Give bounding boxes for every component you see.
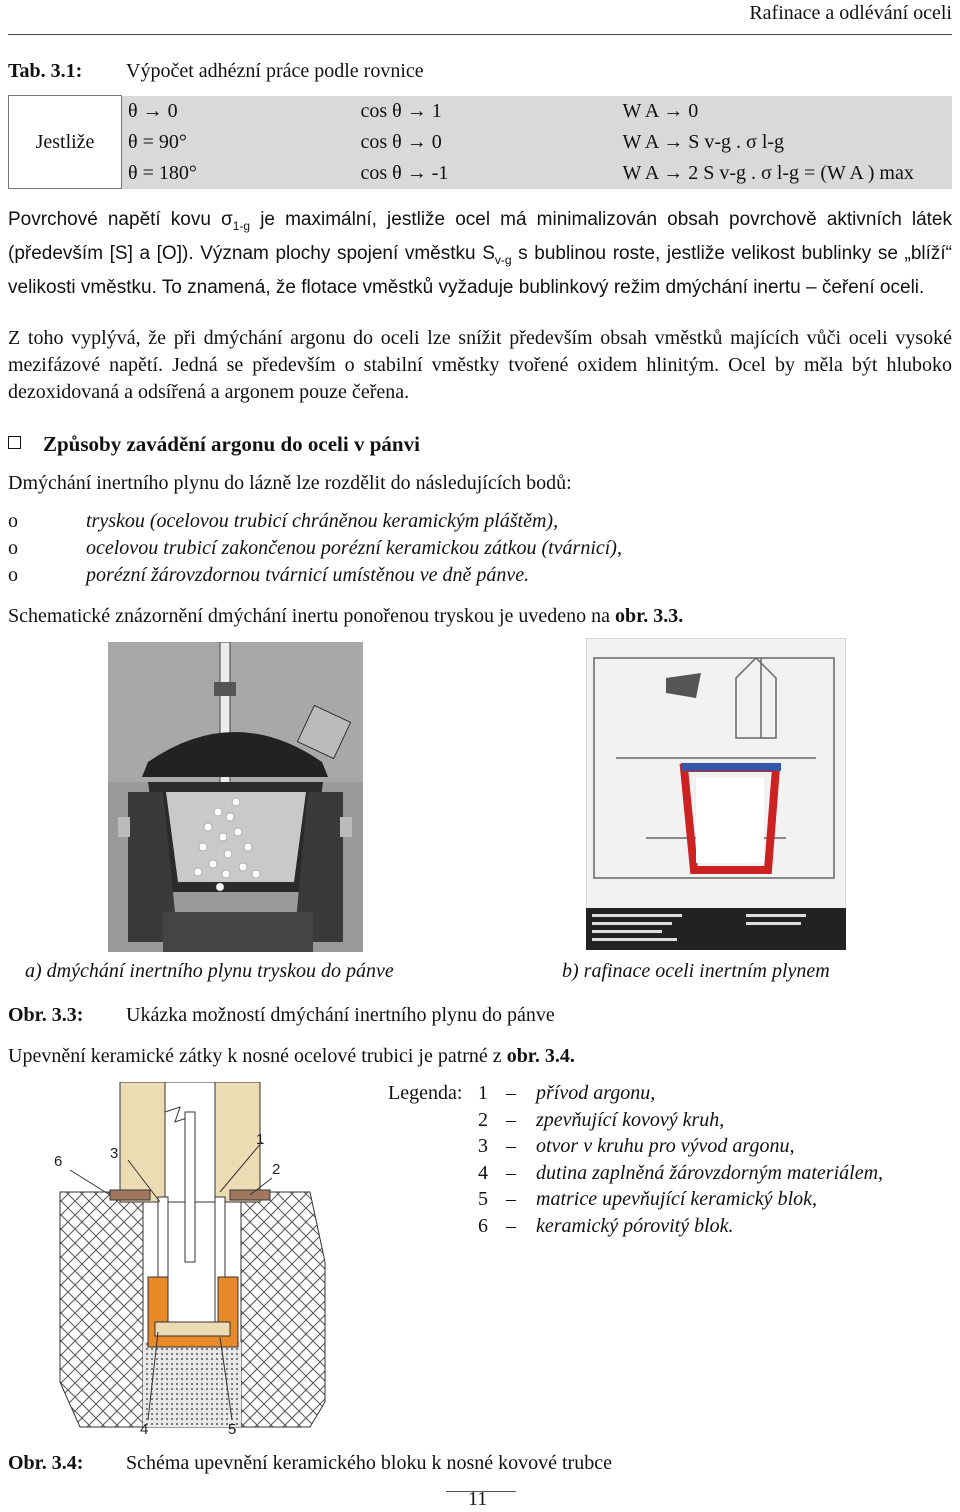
argon-refining-image	[586, 638, 846, 950]
adhesion-table	[8, 95, 952, 189]
fix-text: Upevnění keramické zátky k nosné ocelové trubici je patrné z	[8, 1045, 507, 1067]
running-header: Rafinace a odlévání oceli	[749, 2, 952, 24]
cell-cos: cos θ → 1	[355, 96, 617, 127]
cell-work: W A → S v-g . σ l-g	[617, 127, 952, 158]
legend-number: 5	[478, 1188, 488, 1210]
bullet-text: tryskou (ocelovou trubicí chráněnou keramickým pláštěm),	[86, 510, 559, 532]
diagram-label-5: 5	[228, 1421, 237, 1438]
table-caption	[8, 60, 424, 83]
cell-cos: cos θ → 0	[355, 127, 617, 158]
legend-row	[388, 1080, 883, 1107]
bullet-marker: o	[8, 510, 18, 532]
cell-work: W A → 0	[617, 96, 952, 127]
cell-work: W A → 2 S v-g . σ l-g = (W A ) max	[617, 158, 952, 189]
figure-caption-b: b) rafinace oceli inertním plynem	[562, 960, 830, 982]
legend-number: 4	[478, 1161, 488, 1184]
section-intro: Dmýchání inertního plynu do lázně lze rozdělit do následujících bodů:	[8, 472, 572, 494]
legend-number: 3	[478, 1135, 488, 1157]
legend-dash: –	[506, 1082, 516, 1104]
fixation-reference	[8, 1043, 952, 1070]
list-item	[8, 510, 558, 533]
bullet-marker: o	[8, 537, 18, 559]
bullet-marker: o	[8, 564, 18, 586]
legend-row	[388, 1133, 883, 1160]
diagram-label-1: 1	[256, 1131, 265, 1148]
legend-dash: –	[506, 1161, 516, 1184]
figure-label: Obr. 3.3:	[8, 1004, 84, 1026]
row-label: Jestliže	[9, 96, 122, 189]
diagram-label-6: 6	[54, 1153, 63, 1170]
paragraph-surface-tension	[8, 206, 952, 301]
cell-angle: θ = 90°	[122, 127, 355, 158]
bullet-text: porézní žárovzdornou tvárnicí umístěnou ve dně pánve.	[86, 564, 530, 586]
section-heading-text: Způsoby zavádění argonu do oceli v pánvi	[43, 432, 420, 456]
diagram-label-3: 3	[110, 1145, 119, 1162]
legend-text: keramický pórovitý blok.	[536, 1214, 734, 1237]
section-heading	[8, 432, 420, 457]
legend-row	[388, 1186, 883, 1213]
p1-sub2: v-g	[494, 252, 512, 267]
legend-number: 2	[478, 1108, 488, 1131]
figure-3-4-caption	[8, 1452, 612, 1475]
fix-bold: obr. 3.4.	[506, 1045, 575, 1067]
ref-text: Schematické znázornění dmýchání inertu ponořenou tryskou je uvedeno na	[8, 605, 616, 627]
figure-reference	[8, 603, 952, 630]
legend-number: 1	[478, 1082, 488, 1104]
list-item	[8, 537, 622, 560]
figure-caption-text: Schéma upevnění keramického bloku k nosné kovové trubce	[126, 1452, 612, 1474]
table-row	[9, 127, 952, 158]
legend-dash: –	[506, 1188, 516, 1210]
diagram-label-2: 2	[272, 1161, 281, 1178]
p1-sub: 1-g	[232, 218, 251, 233]
figure-label: Obr. 3.4:	[8, 1452, 84, 1474]
legend-text: přívod argonu,	[536, 1082, 656, 1104]
list-item	[8, 564, 529, 587]
figure-legend	[388, 1080, 883, 1239]
table-title: Výpočet adhézní práce podle rovnice	[126, 60, 424, 82]
p1-text-b: je maximální, jestliže ocel má minimalizován obsah povrchově aktivních látek (především [S] a [O]). Význam plochy spojení vměstku S	[8, 209, 952, 264]
legend-row	[388, 1107, 883, 1134]
ceramic-block-diagram	[40, 1082, 340, 1447]
legend-dash: –	[506, 1135, 516, 1157]
legend-dash: –	[506, 1214, 516, 1237]
cell-angle: θ → 0	[122, 96, 355, 127]
paragraph-argon: Z toho vyplývá, že při dmýchání argonu do oceli lze snížit především obsah vměstků majících vůči oceli vysoké mezifázové napětí. Jedná se především o stabilní vměstky tvořené oxidem hlinitým. Ocel by měla být hluboko dezoxidovaná a odsířená a argonem pouze čeřena.	[8, 327, 952, 403]
legend-text: zpevňující kovový kruh,	[536, 1108, 725, 1131]
table-row	[9, 158, 952, 189]
cell-cos: cos θ → -1	[355, 158, 617, 189]
diagram-label-4: 4	[140, 1421, 149, 1438]
table-label: Tab. 3.1:	[8, 60, 83, 82]
lance-ladle-image	[108, 642, 363, 952]
p1-text-c: s bublinou roste, jestliže velikost bublinky se „blíží“ velikosti vměstku. To znamená, že flotace vměstků vyžaduje bublinkový režim dmýchání inertu – čeření oceli.	[8, 242, 952, 298]
figure-caption-a: a) dmýchání inertního plynu tryskou do pánve	[25, 960, 394, 982]
bullet-text: ocelovou trubicí zakončenou porézní keramickou zátkou (tvárnicí),	[86, 537, 622, 559]
p1-text-a: Povrchové napětí kovu σ	[8, 209, 233, 230]
legend-row	[388, 1213, 883, 1240]
legend-label: Legenda:	[388, 1082, 463, 1104]
legend-number: 6	[478, 1214, 488, 1237]
ref-bold: obr. 3.3.	[615, 605, 684, 627]
page-number: 11	[468, 1488, 488, 1510]
legend-row	[388, 1160, 883, 1187]
legend-text: dutina zaplněná žárovzdorným materiálem,	[536, 1161, 884, 1184]
legend-text: otvor v kruhu pro vývod argonu,	[536, 1135, 795, 1157]
figure-caption-text: Ukázka možností dmýchání inertního plynu do pánve	[126, 1004, 555, 1026]
cell-angle: θ = 180°	[122, 158, 355, 189]
legend-dash: –	[506, 1108, 516, 1131]
figure-3-3-caption	[8, 1004, 555, 1027]
header-rule	[8, 34, 952, 35]
checkbox-bullet-icon	[8, 436, 21, 449]
legend-text: matrice upevňující keramický blok,	[536, 1188, 817, 1210]
table-row	[9, 96, 952, 127]
